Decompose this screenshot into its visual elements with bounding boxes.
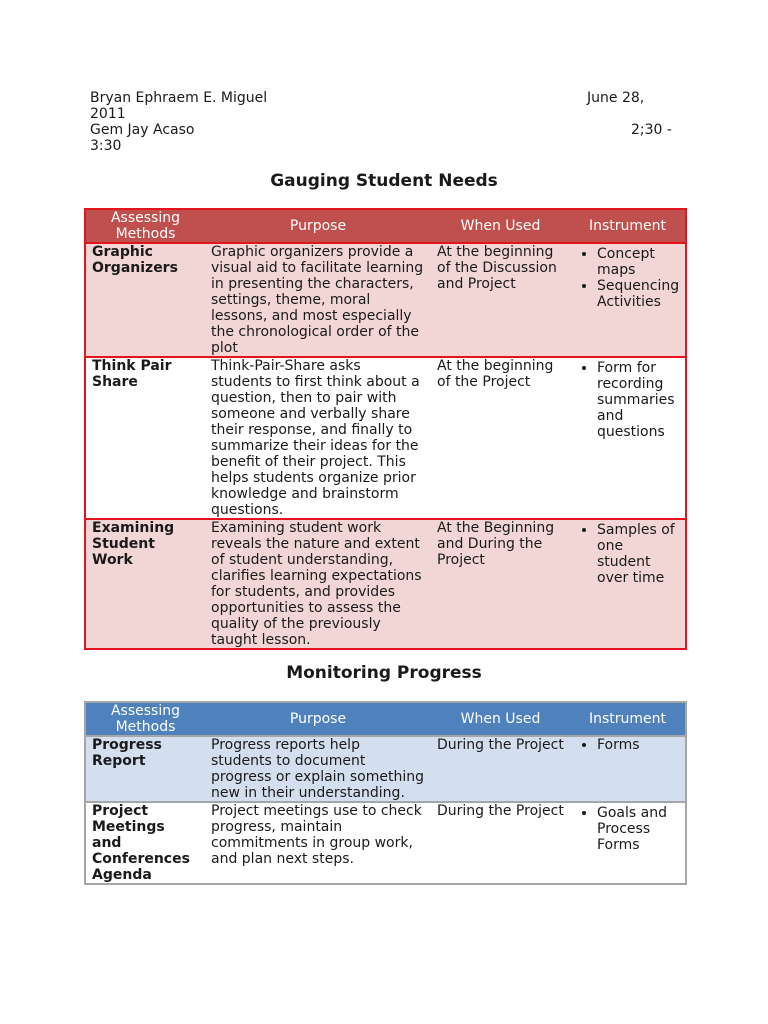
purpose-cell: Examining student work reveals the nature and extent of student understanding, clarifies learning expectations for students, and provides opportunities to assess the quality of the previously taught lesson. [205, 519, 431, 649]
method-cell: Think Pair Share [85, 357, 205, 519]
column-header-methods: Assessing Methods [85, 209, 205, 243]
instrument-cell [570, 802, 686, 884]
instrument-item: • Forms [597, 737, 679, 753]
instrument-cell [570, 357, 686, 519]
section-title-monitoring: Monitoring Progress [286, 663, 482, 683]
column-header-instrument: Instrument [570, 702, 686, 736]
method-cell: Project Meetings and Conferences Agenda [85, 802, 205, 884]
time-start: 2;30 - [631, 122, 672, 138]
purpose-cell: Think-Pair-Share asks students to first think about a question, then to pair with someone and verbally share their response, and finally to summarize their ideas for the benefit of their project. This helps students organize prior knowledge and brainstorm questions. [205, 357, 431, 519]
purpose-cell: Project meetings use to check progress, maintain commitments in group work, and plan next steps. [205, 802, 431, 884]
instrument-item: • Goals and Process Forms [597, 805, 679, 853]
table-row [85, 802, 686, 884]
author-name-2: Gem Jay Acaso [90, 122, 195, 138]
when-used-cell: At the beginning of the Discussion and Project [431, 243, 570, 357]
method-cell: Graphic Organizers [85, 243, 205, 357]
purpose-cell: Progress reports help students to document progress or explain something new in their understanding. [205, 736, 431, 802]
section-title-gauging: Gauging Student Needs [270, 171, 498, 191]
column-header-when: When Used [431, 209, 570, 243]
instrument-item: • Concept maps [597, 246, 679, 278]
table-row [85, 357, 686, 519]
instrument-item: • Form for recording summaries and questions [597, 360, 679, 440]
instrument-cell [570, 519, 686, 649]
purpose-cell: Graphic organizers provide a visual aid to facilitate learning in presenting the characters, settings, theme, moral lessons, and most especially the chronological order of the plot [205, 243, 431, 357]
when-used-cell: During the Project [431, 736, 570, 802]
table-row [85, 736, 686, 802]
when-used-cell: At the beginning of the Project [431, 357, 570, 519]
time-end: 3:30 [90, 138, 122, 154]
instrument-cell [570, 243, 686, 357]
date-year: 2011 [90, 106, 126, 122]
column-header-methods: Assessing Methods [85, 702, 205, 736]
method-cell: Examining Student Work [85, 519, 205, 649]
column-header-purpose: Purpose [205, 702, 431, 736]
instrument-cell [570, 736, 686, 802]
column-header-instrument: Instrument [570, 209, 686, 243]
table-header-row [85, 702, 686, 736]
instrument-item: • Sequencing Activities [597, 278, 679, 310]
gauging-needs-table [84, 208, 687, 650]
instrument-item: • Samples of one student over time [597, 522, 679, 586]
table-header-row [85, 209, 686, 243]
method-cell: Progress Report [85, 736, 205, 802]
column-header-when: When Used [431, 702, 570, 736]
author-name-1: Bryan Ephraem E. Miguel [90, 90, 268, 106]
when-used-cell: During the Project [431, 802, 570, 884]
date-label: June 28, [587, 90, 645, 106]
when-used-cell: At the Beginning and During the Project [431, 519, 570, 649]
table-row [85, 519, 686, 649]
table-row [85, 243, 686, 357]
monitoring-progress-table [84, 701, 687, 885]
column-header-purpose: Purpose [205, 209, 431, 243]
